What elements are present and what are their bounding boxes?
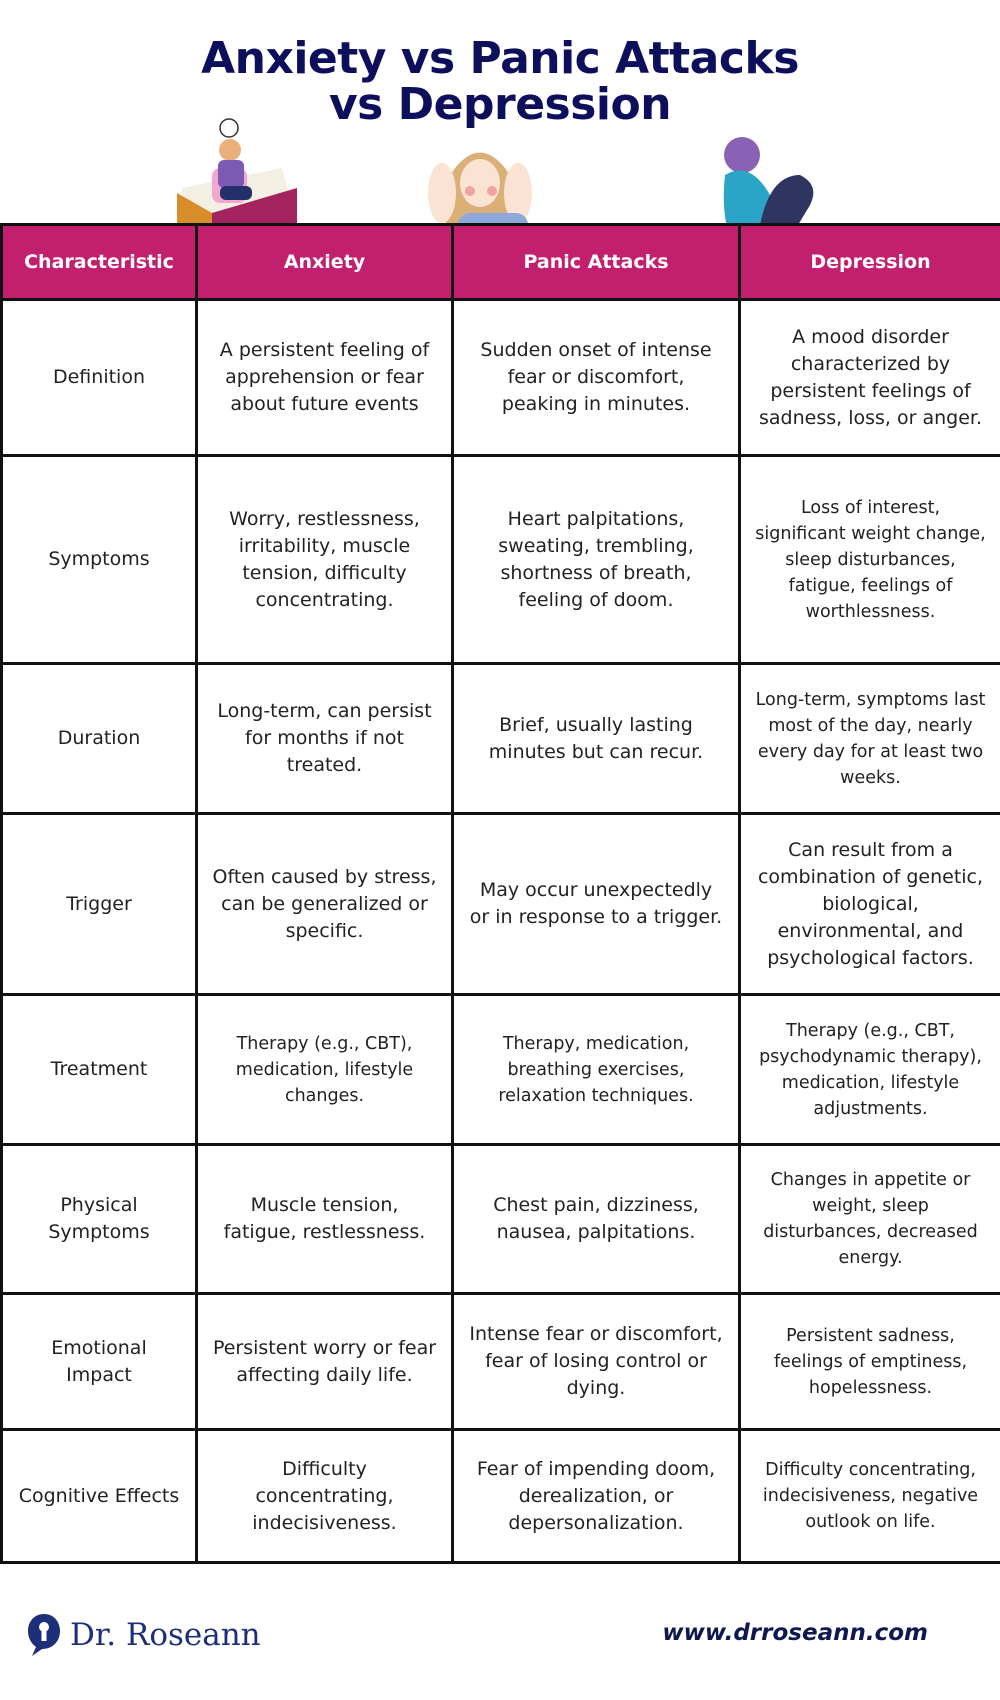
depression-cell: Long-term, symptoms last most of the day, nearly every day for at least two weeks. — [740, 664, 1000, 814]
depression-cell: Therapy (e.g., CBT, psychodynamic therapy), medication, lifestyle adjustments. — [740, 995, 1000, 1145]
row-label: Physical Symptoms — [2, 1145, 197, 1294]
anxiety-cell: Persistent worry or fear affecting daily life. — [197, 1294, 453, 1430]
table-row — [2, 1145, 1000, 1294]
header-anxiety: Anxiety — [197, 225, 453, 300]
anxiety-cell: A persistent feeling of apprehension or fear about future events — [197, 300, 453, 456]
title-line-2: vs Depression — [328, 79, 672, 130]
table-row — [2, 1294, 1000, 1430]
depression-cell: Difficulty concentrating, indecisiveness, negative outlook on life. — [740, 1430, 1000, 1563]
page-title — [0, 33, 1000, 130]
depression-cell: Persistent sadness, feelings of emptiness, hopelessness. — [740, 1294, 1000, 1430]
comparison-table — [0, 223, 1000, 1564]
depression-cell: A mood disorder characterized by persistent feelings of sadness, loss, or anger. — [740, 300, 1000, 456]
header-panic-attacks: Panic Attacks — [453, 225, 740, 300]
depression-cell: Changes in appetite or weight, sleep disturbances, decreased energy. — [740, 1145, 1000, 1294]
depression-cell: Loss of interest, significant weight change, sleep disturbances, fatigue, feelings of worthlessness. — [740, 456, 1000, 664]
anxiety-cell: Long-term, can persist for months if not treated. — [197, 664, 453, 814]
anxiety-cell: Worry, restlessness, irritability, muscle tension, difficulty concentrating. — [197, 456, 453, 664]
row-label: Symptoms — [2, 456, 197, 664]
panic-cell: May occur unexpectedly or in response to a trigger. — [453, 814, 740, 995]
anxiety-cell: Therapy (e.g., CBT), medication, lifestyle changes. — [197, 995, 453, 1145]
keyhole-speech-bubble-icon — [26, 1612, 62, 1658]
panic-cell: Fear of impending doom, derealization, or depersonalization. — [453, 1430, 740, 1563]
table-header-row — [2, 225, 1000, 300]
row-label: Duration — [2, 664, 197, 814]
table-row — [2, 1430, 1000, 1563]
website-link[interactable]: www.drroseann.com — [662, 1620, 928, 1646]
dr-roseann-logo — [26, 1612, 261, 1658]
header-depression: Depression — [740, 225, 1000, 300]
panic-cell: Brief, usually lasting minutes but can recur. — [453, 664, 740, 814]
anxiety-cell: Often caused by stress, can be generalized or specific. — [197, 814, 453, 995]
table-row — [2, 814, 1000, 995]
header-characteristic: Characteristic — [2, 225, 197, 300]
row-label: Cognitive Effects — [2, 1430, 197, 1563]
anxiety-cell: Difficulty concentrating, indecisiveness. — [197, 1430, 453, 1563]
table-row — [2, 300, 1000, 456]
table-row — [2, 456, 1000, 664]
depression-cell: Can result from a combination of genetic, biological, environmental, and psychological factors. — [740, 814, 1000, 995]
panic-cell: Intense fear or discomfort, fear of losing control or dying. — [453, 1294, 740, 1430]
panic-cell: Sudden onset of intense fear or discomfort, peaking in minutes. — [453, 300, 740, 456]
table-row — [2, 995, 1000, 1145]
logo-text: Dr. Roseann — [70, 1617, 261, 1653]
table-row — [2, 664, 1000, 814]
panic-cell: Therapy, medication, breathing exercises, relaxation techniques. — [453, 995, 740, 1145]
row-label: Trigger — [2, 814, 197, 995]
panic-cell: Heart palpitations, sweating, trembling, shortness of breath, feeling of doom. — [453, 456, 740, 664]
title-line-1: Anxiety vs Panic Attacks — [201, 33, 799, 84]
panic-cell: Chest pain, dizziness, nausea, palpitations. — [453, 1145, 740, 1294]
anxiety-cell: Muscle tension, fatigue, restlessness. — [197, 1145, 453, 1294]
row-label: Treatment — [2, 995, 197, 1145]
row-label: Definition — [2, 300, 197, 456]
row-label: Emotional Impact — [2, 1294, 197, 1430]
